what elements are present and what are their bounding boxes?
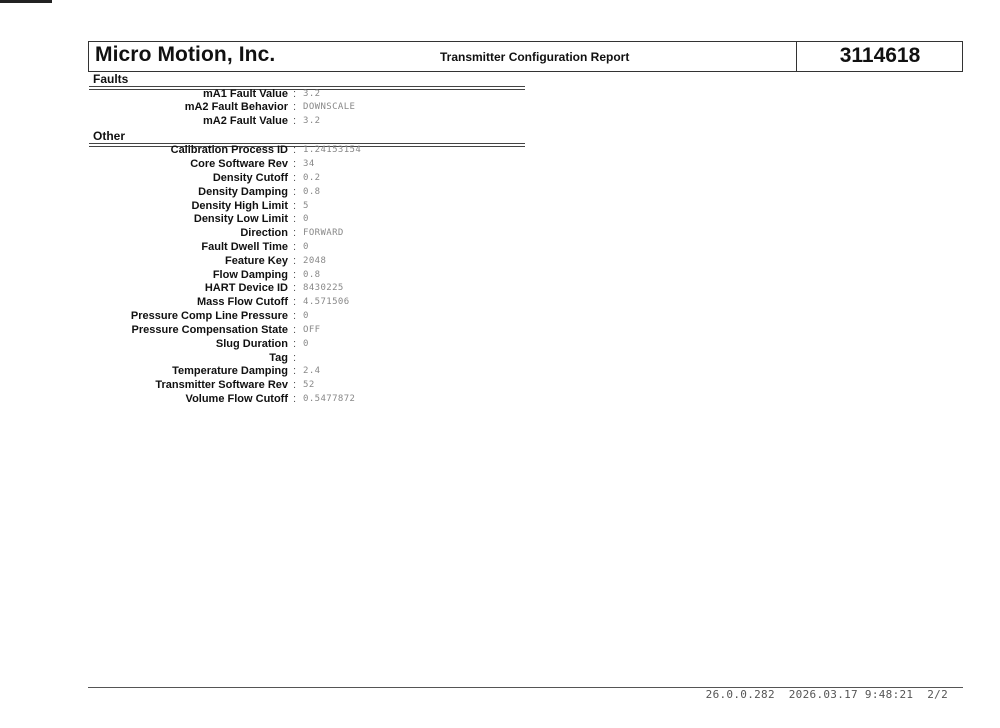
- report-header: [88, 41, 963, 72]
- field-separator: :: [293, 310, 297, 322]
- field-label: mA2 Fault Behavior: [184, 101, 288, 113]
- field-value: 0: [303, 339, 309, 349]
- field-label: Transmitter Software Rev: [155, 379, 288, 391]
- section-title-other: Other: [93, 129, 126, 143]
- field-value: FORWARD: [303, 228, 344, 238]
- field-separator: :: [293, 213, 297, 225]
- field-label: mA1 Fault Value: [203, 88, 288, 100]
- field-separator: :: [293, 241, 297, 253]
- field-value: 0.2: [303, 173, 321, 183]
- field-value: 2048: [303, 256, 327, 266]
- field-label: Fault Dwell Time: [201, 241, 288, 253]
- field-label: Pressure Compensation State: [131, 324, 288, 336]
- field-label: Density Cutoff: [212, 172, 288, 184]
- field-value: 0: [303, 214, 309, 224]
- field-label: Direction: [240, 227, 288, 239]
- field-separator: :: [293, 365, 297, 377]
- field-label: Temperature Damping: [172, 365, 288, 377]
- field-label: Mass Flow Cutoff: [196, 296, 288, 308]
- field-separator: :: [293, 101, 297, 113]
- field-value: 34: [303, 159, 315, 169]
- field-label: Density High Limit: [191, 200, 288, 212]
- field-value: 1.24153154: [303, 145, 362, 155]
- company-name: Micro Motion, Inc.: [95, 43, 276, 66]
- field-separator: :: [293, 338, 297, 350]
- field-value: 0.8: [303, 270, 321, 280]
- page-footer: [706, 688, 948, 701]
- field-value: OFF: [303, 325, 321, 335]
- section-title-faults: Faults: [93, 72, 129, 86]
- field-value: 0.8: [303, 187, 321, 197]
- field-label: Feature Key: [225, 255, 288, 267]
- field-separator: :: [293, 269, 297, 281]
- field-separator: :: [293, 282, 297, 294]
- field-label: Flow Damping: [212, 269, 288, 281]
- field-separator: :: [293, 172, 297, 184]
- field-label: Density Low Limit: [193, 213, 288, 225]
- report-title: Transmitter Configuration Report: [440, 50, 630, 64]
- field-label: Calibration Process ID: [170, 144, 288, 156]
- field-separator: :: [293, 115, 297, 127]
- scan-edge-mark: [0, 0, 52, 3]
- field-separator: :: [293, 352, 297, 364]
- field-separator: :: [293, 144, 297, 156]
- software-version: 26.0.0.282: [705, 688, 775, 701]
- field-value: 2.4: [303, 366, 321, 376]
- field-value: 0.5477872: [303, 394, 356, 404]
- field-value: 3.2: [303, 116, 321, 126]
- field-value: 5: [303, 201, 309, 211]
- field-separator: :: [293, 324, 297, 336]
- field-separator: :: [293, 296, 297, 308]
- field-label: Core Software Rev: [190, 158, 288, 170]
- field-separator: :: [293, 227, 297, 239]
- field-value: 4.571506: [303, 297, 350, 307]
- field-separator: :: [293, 88, 297, 100]
- field-label: Pressure Comp Line Pressure: [130, 310, 288, 322]
- field-value: DOWNSCALE: [303, 102, 356, 112]
- field-label: Slug Duration: [215, 338, 288, 350]
- field-separator: :: [293, 255, 297, 267]
- field-separator: :: [293, 393, 297, 405]
- report-timestamp: 2026.03.17 9:48:21: [788, 688, 914, 701]
- field-value: 3.2: [303, 89, 321, 99]
- field-value: 52: [303, 380, 315, 390]
- field-label: Density Damping: [198, 186, 288, 198]
- field-separator: :: [293, 186, 297, 198]
- serial-number: 3114618: [839, 44, 921, 67]
- field-value: 0: [303, 242, 309, 252]
- field-label: Tag: [269, 352, 288, 364]
- field-value: 8430225: [303, 283, 344, 293]
- field-separator: :: [293, 158, 297, 170]
- field-value: 0: [303, 311, 309, 321]
- field-separator: :: [293, 200, 297, 212]
- page-number: 2/2: [927, 688, 948, 701]
- field-label: mA2 Fault Value: [203, 115, 288, 127]
- field-label: Volume Flow Cutoff: [185, 393, 288, 405]
- field-separator: :: [293, 379, 297, 391]
- field-label: HART Device ID: [204, 282, 288, 294]
